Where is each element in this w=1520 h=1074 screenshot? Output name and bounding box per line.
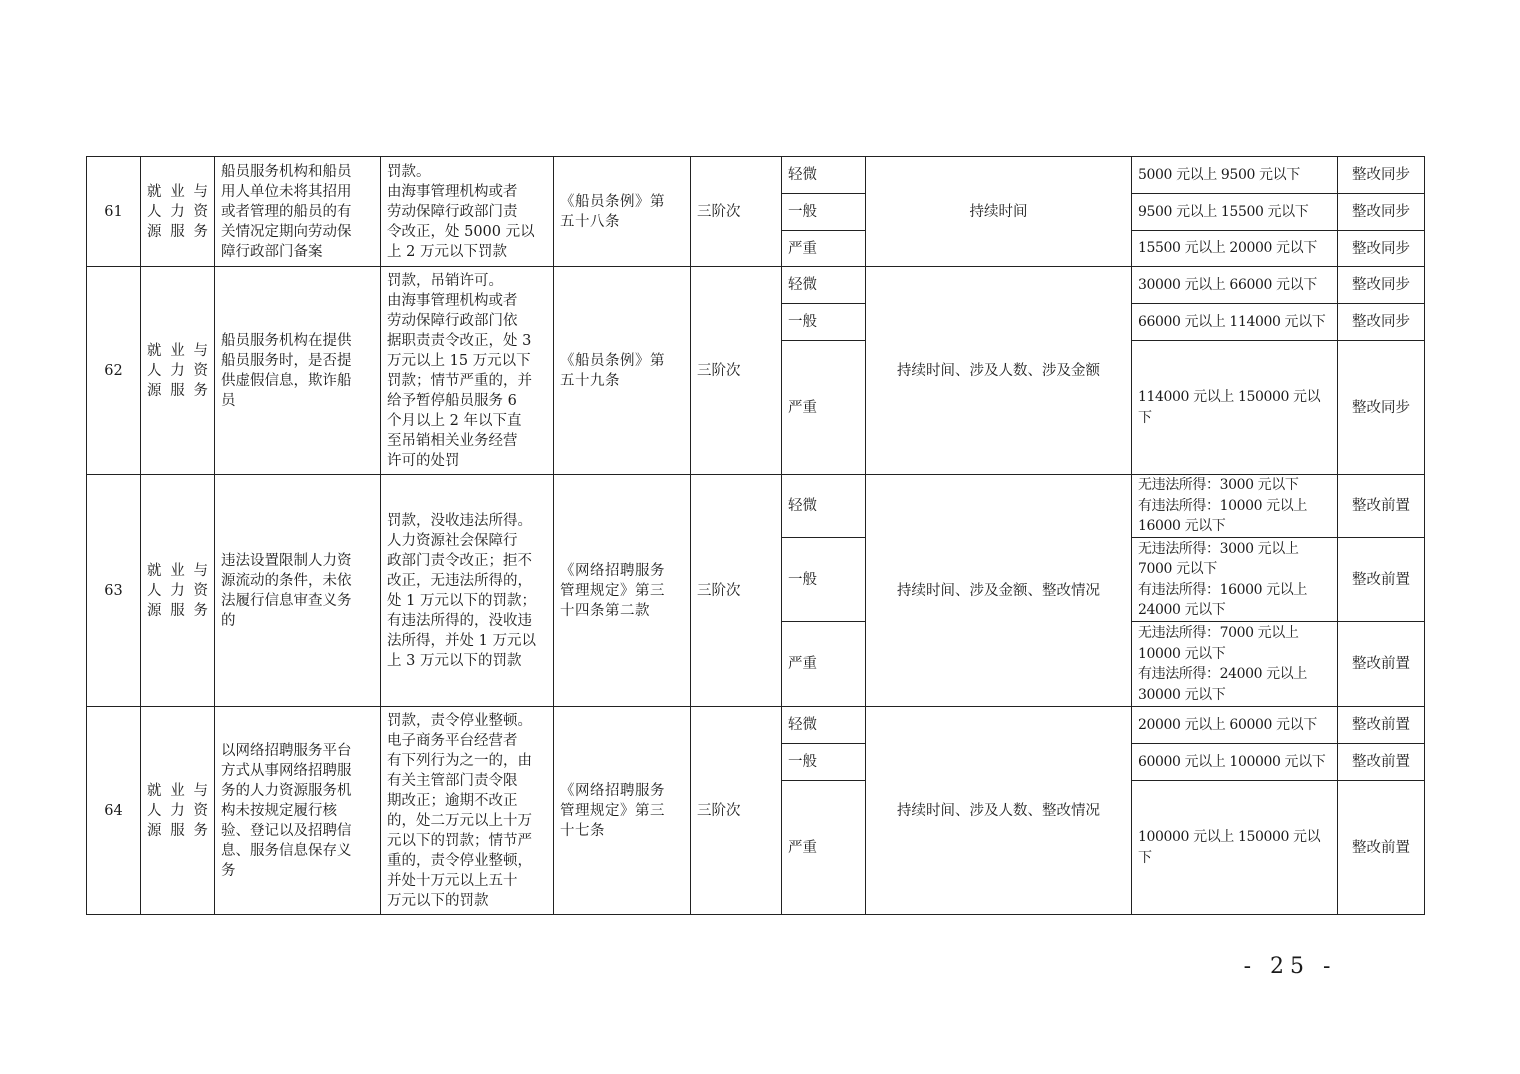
penalty-basis-cell-line: 罚款；情节严重的，并: [387, 372, 532, 389]
violation-behavior-cell-line: 或者管理的船员的有: [221, 203, 352, 220]
rectification-mode-cell: 整改前置: [1338, 707, 1425, 744]
penalty-range-cell-line: 有违法所得：24000 元以上: [1138, 666, 1307, 682]
legal-reference-cell-line: 《网络招聘服务: [560, 562, 665, 579]
violation-behavior-cell-line: 务的人力资源服务机: [221, 782, 352, 799]
penalty-range-cell-line: 20000 元以上 60000 元以下: [1138, 716, 1317, 733]
page-number: - 25 -: [1243, 954, 1337, 979]
category-cell: [141, 475, 215, 707]
penalty-basis-cell-line: 至吊销相关业务经营: [387, 432, 518, 449]
severity-level-cell: 轻微: [782, 267, 866, 304]
severity-level-cell: 严重: [782, 341, 866, 475]
category-cell-line: 就业与: [147, 183, 208, 200]
penalty-range-cell-line: 无违法所得：7000 元以上: [1138, 625, 1299, 641]
penalty-range-cell: [1132, 707, 1338, 744]
discretion-factor-cell: 持续时间、涉及人数、整改情况: [866, 707, 1132, 915]
severity-level-cell: 轻微: [782, 475, 866, 538]
category-cell-line: 源服务: [147, 822, 208, 839]
penalty-basis-cell-line: 上 3 万元以下的罚款: [387, 652, 522, 669]
rectification-mode-cell: 整改前置: [1338, 781, 1425, 915]
penalty-basis-cell-line: 由海事管理机构或者: [387, 183, 518, 200]
table-row: [87, 157, 1425, 194]
category-cell-line: 人力资: [147, 362, 208, 379]
legal-reference-cell-line: 管理规定》第三: [560, 582, 665, 599]
category-cell-line: 源服务: [147, 382, 208, 399]
legal-reference-cell-line: 《船员条例》第: [560, 352, 665, 369]
violation-behavior-cell-line: 障行政部门备案: [221, 243, 323, 260]
violation-behavior-cell-line: 船员服务机构在提供: [221, 332, 352, 349]
penalty-range-cell-line: 114000 元以上 150000 元以下: [1138, 389, 1321, 426]
category-cell: [141, 157, 215, 267]
violation-behavior-cell-line: 构未按规定履行核: [221, 802, 337, 819]
penalty-range-cell: [1132, 304, 1338, 341]
severity-level-cell: 严重: [782, 781, 866, 915]
legal-reference-cell-line: 十七条: [560, 822, 605, 839]
violation-behavior-cell-line: 息、服务信息保存义: [221, 842, 352, 859]
penalty-basis-cell-line: 并处十万元以上五十: [387, 872, 518, 889]
penalty-range-cell-line: 无违法所得：3000 元以上: [1138, 540, 1299, 557]
penalty-basis-cell-line: 罚款，没收违法所得。: [387, 512, 532, 529]
item-number: 62: [87, 267, 141, 475]
penalty-basis-cell-line: 人力资源社会保障行: [387, 532, 518, 549]
discretion-factor-cell: 持续时间、涉及金额、整改情况: [866, 475, 1132, 707]
violation-behavior-cell-line: 船员服务机构和船员: [221, 163, 352, 180]
rectification-mode-cell: 整改同步: [1338, 194, 1425, 231]
category-cell: [141, 707, 215, 915]
severity-level-cell: 一般: [782, 538, 866, 622]
item-number: 61: [87, 157, 141, 267]
penalty-range-cell-line: 5000 元以上 9500 元以下: [1138, 166, 1300, 183]
rectification-mode-cell: 整改前置: [1338, 622, 1425, 707]
legal-reference-cell-line: 十四条第二款: [560, 602, 650, 619]
penalty-basis-cell-line: 给予暂停船员服务 6: [387, 392, 517, 409]
rectification-mode-cell: 整改同步: [1338, 231, 1425, 267]
legal-reference-cell-line: 五十九条: [560, 372, 620, 389]
penalty-basis-cell-line: 重的，责令停业整顿，: [387, 852, 532, 869]
penalty-basis-cell-line: 许可的处罚: [387, 452, 460, 469]
discretion-method-cell: 三阶次: [691, 707, 782, 915]
penalty-basis-cell-line: 改正，无违法所得的，: [387, 572, 532, 589]
penalty-range-cell: [1132, 475, 1338, 538]
severity-level-cell: 严重: [782, 622, 866, 707]
penalty-range-cell-line: 66000 元以上 114000 元以下: [1138, 313, 1326, 330]
discretion-factor-cell: 持续时间: [866, 157, 1132, 267]
table-row: [87, 475, 1425, 538]
category-cell-line: 源服务: [147, 602, 208, 619]
penalty-basis-cell-line: 罚款。: [387, 163, 431, 180]
category-cell-line: 源服务: [147, 223, 208, 240]
legal-reference-cell-line: 五十八条: [560, 213, 620, 230]
legal-reference-cell: [554, 475, 691, 707]
penalty-basis-cell-line: 劳动保障行政部门依: [387, 312, 518, 329]
category-cell-line: 就业与: [147, 562, 208, 579]
violation-behavior-cell-line: 源流动的条件，未依: [221, 572, 352, 589]
penalty-basis-cell-line: 的，处二万元以上十万: [387, 812, 532, 829]
penalty-basis-cell: [381, 157, 554, 267]
penalty-range-cell: [1132, 157, 1338, 194]
penalty-range-cell-line: 无违法所得：3000 元以下: [1138, 477, 1299, 494]
violation-behavior-cell: [215, 707, 381, 915]
violation-behavior-cell-line: 以网络招聘服务平台: [221, 742, 352, 759]
severity-level-cell: 一般: [782, 194, 866, 231]
severity-level-cell: 轻微: [782, 157, 866, 194]
violation-behavior-cell-line: 关情况定期向劳动保: [221, 223, 352, 240]
penalty-range-cell-line: 有违法所得：16000 元以上: [1138, 581, 1307, 598]
violation-behavior-cell-line: 验、登记以及招聘信: [221, 822, 352, 839]
penalty-table: [86, 156, 1425, 915]
penalty-basis-cell-line: 据职责责令改正，处 3: [387, 332, 532, 349]
severity-level-cell: 一般: [782, 744, 866, 781]
table-row: [87, 267, 1425, 304]
penalty-range-cell-line: 9500 元以上 15500 元以下: [1138, 203, 1309, 220]
penalty-range-cell-line: 有违法所得：10000 元以上: [1138, 497, 1307, 514]
item-number: 63: [87, 475, 141, 707]
category-cell-line: 人力资: [147, 582, 208, 599]
penalty-range-cell: [1132, 744, 1338, 781]
rectification-mode-cell: 整改前置: [1338, 475, 1425, 538]
penalty-basis-cell-line: 劳动保障行政部门责: [387, 203, 518, 220]
violation-behavior-cell-line: 违法设置限制人力资: [221, 552, 352, 569]
penalty-basis-cell-line: 万元以上 15 万元以下: [387, 352, 531, 369]
violation-behavior-cell-line: 船员服务时，是否提: [221, 352, 352, 369]
legal-reference-cell-line: 《网络招聘服务: [560, 782, 665, 799]
violation-behavior-cell-line: 方式从事网络招聘服: [221, 762, 352, 779]
violation-behavior-cell-line: 法履行信息审查义务: [221, 592, 352, 609]
category-cell-line: 就业与: [147, 342, 208, 359]
rectification-mode-cell: 整改同步: [1338, 341, 1425, 475]
penalty-basis-cell-line: 罚款，吊销许可。: [387, 272, 503, 289]
legal-reference-cell: [554, 157, 691, 267]
penalty-basis-cell-line: 万元以下的罚款: [387, 892, 489, 909]
penalty-range-cell-line: 30000 元以下: [1138, 686, 1226, 703]
penalty-basis-cell-line: 政部门责令改正；拒不: [387, 552, 532, 569]
discretion-factor-cell: 持续时间、涉及人数、涉及金额: [866, 267, 1132, 475]
legal-reference-cell-line: 管理规定》第三: [560, 802, 665, 819]
category-cell: [141, 267, 215, 475]
penalty-range-cell: [1132, 231, 1338, 267]
penalty-range-cell: [1132, 267, 1338, 304]
violation-behavior-cell-line: 供虚假信息，欺诈船: [221, 372, 352, 389]
penalty-range-cell-line: 15500 元以上 20000 元以下: [1138, 240, 1317, 257]
penalty-range-cell: [1132, 341, 1338, 475]
discretion-method-cell: 三阶次: [691, 267, 782, 475]
penalty-range-cell: [1132, 538, 1338, 622]
penalty-range-cell: [1132, 622, 1338, 707]
penalty-range-cell-line: 100000 元以上 150000 元以下: [1138, 829, 1321, 866]
rectification-mode-cell: 整改同步: [1338, 157, 1425, 194]
table-row: [87, 707, 1425, 744]
violation-behavior-cell: [215, 267, 381, 475]
violation-behavior-cell-line: 员: [221, 392, 236, 409]
penalty-range-cell-line: 10000 元以下: [1138, 645, 1226, 662]
penalty-range-cell: [1132, 194, 1338, 231]
rectification-mode-cell: 整改前置: [1338, 538, 1425, 622]
rectification-mode-cell: 整改同步: [1338, 267, 1425, 304]
category-cell-line: 人力资: [147, 203, 208, 220]
severity-level-cell: 严重: [782, 231, 866, 267]
rectification-mode-cell: 整改同步: [1338, 304, 1425, 341]
legal-reference-cell-line: 《船员条例》第: [560, 193, 665, 210]
penalty-basis-cell-line: 法所得，并处 1 万元以: [387, 632, 536, 649]
penalty-basis-cell-line: 有违法所得的，没收违: [387, 612, 532, 629]
penalty-range-cell-line: 24000 元以下: [1138, 602, 1226, 618]
violation-behavior-cell-line: 的: [221, 612, 236, 629]
rectification-mode-cell: 整改前置: [1338, 744, 1425, 781]
violation-behavior-cell-line: 务: [221, 862, 236, 879]
penalty-basis-cell-line: 个月以上 2 年以下直: [387, 412, 522, 429]
penalty-range-cell-line: 30000 元以上 66000 元以下: [1138, 276, 1317, 293]
penalty-basis-cell-line: 电子商务平台经营者: [387, 732, 518, 749]
item-number: 64: [87, 707, 141, 915]
penalty-basis-cell: [381, 475, 554, 707]
legal-reference-cell: [554, 707, 691, 915]
category-cell-line: 就业与: [147, 782, 208, 799]
penalty-range-cell-line: 60000 元以上 100000 元以下: [1138, 753, 1326, 770]
discretion-method-cell: 三阶次: [691, 157, 782, 267]
discretion-method-cell: 三阶次: [691, 475, 782, 707]
violation-behavior-cell: [215, 157, 381, 267]
penalty-basis-cell-line: 期改正；逾期不改正: [387, 792, 518, 809]
penalty-basis-cell-line: 上 2 万元以下罚款: [387, 243, 507, 260]
penalty-basis-cell-line: 由海事管理机构或者: [387, 292, 518, 309]
legal-reference-cell: [554, 267, 691, 475]
severity-level-cell: 一般: [782, 304, 866, 341]
penalty-basis-cell-line: 处 1 万元以下的罚款；: [387, 592, 536, 609]
violation-behavior-cell-line: 用人单位未将其招用: [221, 183, 352, 200]
category-cell-line: 人力资: [147, 802, 208, 819]
penalty-basis-cell-line: 令改正，处 5000 元以: [387, 223, 535, 240]
penalty-range-cell: [1132, 781, 1338, 915]
severity-level-cell: 轻微: [782, 707, 866, 744]
penalty-basis-cell-line: 罚款，责令停业整顿。: [387, 712, 532, 729]
table-body: [87, 157, 1425, 915]
penalty-basis-cell-line: 有关主管部门责令限: [387, 772, 518, 789]
penalty-range-cell-line: 16000 元以下: [1138, 518, 1226, 535]
penalty-basis-cell-line: 元以下的罚款；情节严: [387, 832, 532, 849]
penalty-basis-cell-line: 有下列行为之一的，由: [387, 752, 532, 769]
violation-behavior-cell: [215, 475, 381, 707]
penalty-basis-cell: [381, 267, 554, 475]
penalty-basis-cell: [381, 707, 554, 915]
penalty-range-cell-line: 7000 元以下: [1138, 561, 1217, 577]
